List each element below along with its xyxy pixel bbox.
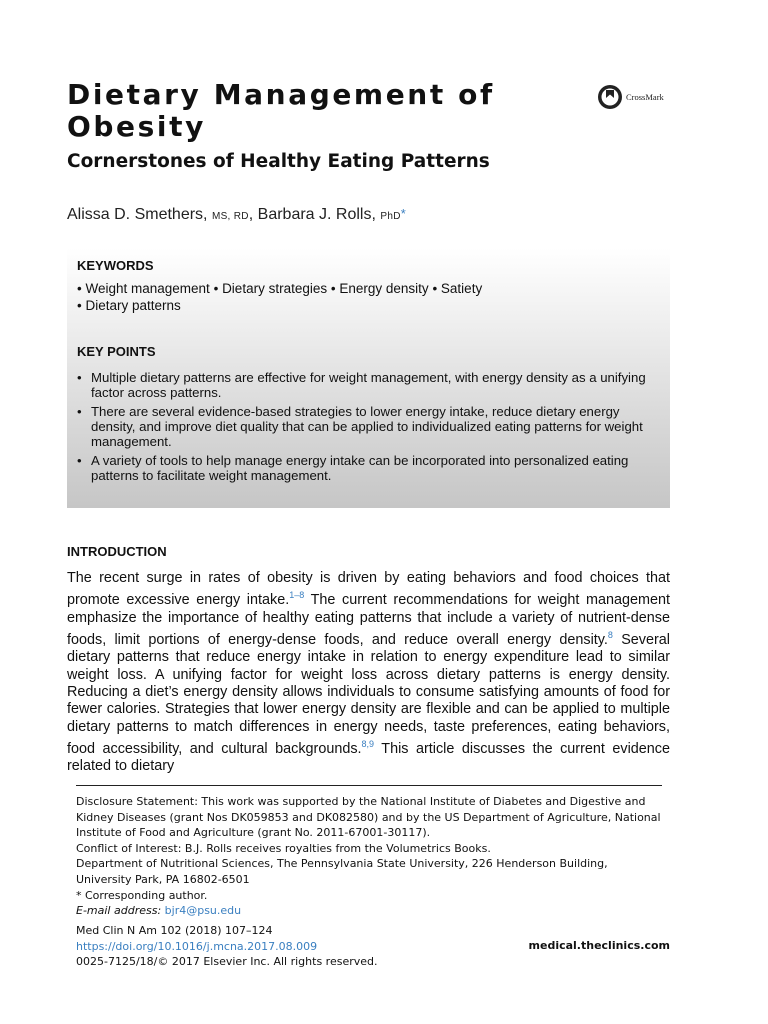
copyright-line: 0025-7125/18/© 2017 Elsevier Inc. All rights reserved.	[76, 955, 378, 969]
body-text-segment: Several dietary patterns that reduce energy intake in relation to energy expenditure lead to similar weight loss. A unifying factor for weight loss across dietary patterns is energy density. Reducing a diet’s energy density allows individuals to consume satisfying amounts of food for fewer calories. Strategies that lower energy density are flexible and can be applied to multiple dietary patterns to match differences in energy needs, taste preferences, eating behaviors, food accessibility, and cultural backgrounds.	[67, 631, 670, 758]
author-separator: ,	[248, 206, 258, 223]
body-text-segment: The current recommendations for weight management emphasize the importance of healthy eating patterns that include a variety of nutrient-dense foods, limit portions of energy-dense foods, and reduce overall energy density.	[67, 592, 670, 648]
email-label: E-mail address:	[76, 904, 162, 918]
article-title: Dietary Management of Obesity	[67, 78, 495, 143]
keyword-bullet: •	[77, 298, 86, 313]
citation-link[interactable]: 1–8	[289, 590, 305, 601]
key-points-list	[75, 370, 660, 487]
keyword: Satiety	[440, 281, 483, 296]
article-subtitle: Cornerstones of Healthy Eating Patterns	[67, 151, 490, 172]
crossmark-icon	[597, 84, 623, 110]
author-name: Alissa D. Smethers,	[67, 206, 208, 223]
conflict-of-interest: Conflict of Interest: B.J. Rolls receives royalties from the Volumetrics Books.	[76, 841, 491, 855]
keyword: Dietary strategies	[222, 281, 328, 296]
keyword: Energy density	[339, 281, 429, 296]
author-degrees: MS, RD	[211, 211, 249, 222]
author-name: Barbara J. Rolls,	[257, 206, 376, 223]
keyword: Dietary patterns	[85, 298, 181, 313]
key-points-heading: KEY POINTS	[77, 344, 156, 359]
keyword-bullet: •	[432, 281, 441, 296]
keyword-bullet: •	[77, 281, 86, 296]
keywords-list	[77, 280, 662, 314]
keyword-bullet: •	[330, 281, 340, 296]
doi-link[interactable]: https://doi.org/10.1016/j.mcna.2017.08.009	[76, 939, 318, 953]
corresponding-author-marker[interactable]: *	[400, 206, 406, 221]
body-text-segment: The recent surge in rates of obesity is driven by eating behaviors and food choices that promote excessive energy intake.	[67, 570, 670, 609]
key-point: • Multiple dietary patterns are effective for weight management, with energy density as a unifying factor across patterns.	[75, 370, 660, 400]
key-point: • A variety of tools to help manage energy intake can be incorporated into personalized eating patterns to facilitate weight management.	[75, 453, 660, 483]
disclosure-statement: Disclosure Statement: This work was supported by the National Institute of Diabetes and Digestive and Kidney Diseases (grant Nos DK059853 and DK082580) and by the US Department of Agriculture, National Institute of Food and Agriculture (grant No. 2011-67001-30117).	[76, 795, 661, 840]
journal-citation: Med Clin N Am 102 (2018) 107–124	[76, 924, 273, 937]
keywords-heading: KEYWORDS	[77, 258, 154, 273]
keyword-bullet: •	[213, 281, 223, 296]
body-text-segment: This article discusses the current evidence related to dietary	[67, 741, 670, 775]
key-point: • There are several evidence-based strategies to lower energy intake, reduce dietary energy density, and improve diet quality that can be applied to individualized eating patterns for weight management.	[75, 404, 660, 449]
citation-link[interactable]: 8	[607, 630, 613, 641]
introduction-heading: INTRODUCTION	[67, 544, 167, 559]
introduction-paragraph	[67, 570, 670, 776]
keyword: Weight management	[85, 281, 210, 296]
citation-link[interactable]: 8,9	[361, 739, 375, 750]
journal-website[interactable]: medical.theclinics.com	[528, 939, 670, 952]
footnote-divider	[76, 785, 662, 786]
email-link[interactable]: bjr4@psu.edu	[164, 904, 242, 918]
crossmark-badge[interactable]	[597, 84, 664, 110]
author-line	[67, 206, 406, 224]
footnotes	[76, 794, 666, 919]
summary-box	[67, 248, 670, 508]
affiliation: Department of Nutritional Sciences, The Pennsylvania State University, 226 Henderson Building, University Park, PA 16802-6501	[76, 857, 608, 886]
crossmark-label: CrossMark	[626, 92, 664, 102]
corresponding-author-note: * Corresponding author.	[76, 888, 208, 902]
email-line	[76, 903, 666, 919]
author-degrees: PhD	[380, 211, 401, 222]
